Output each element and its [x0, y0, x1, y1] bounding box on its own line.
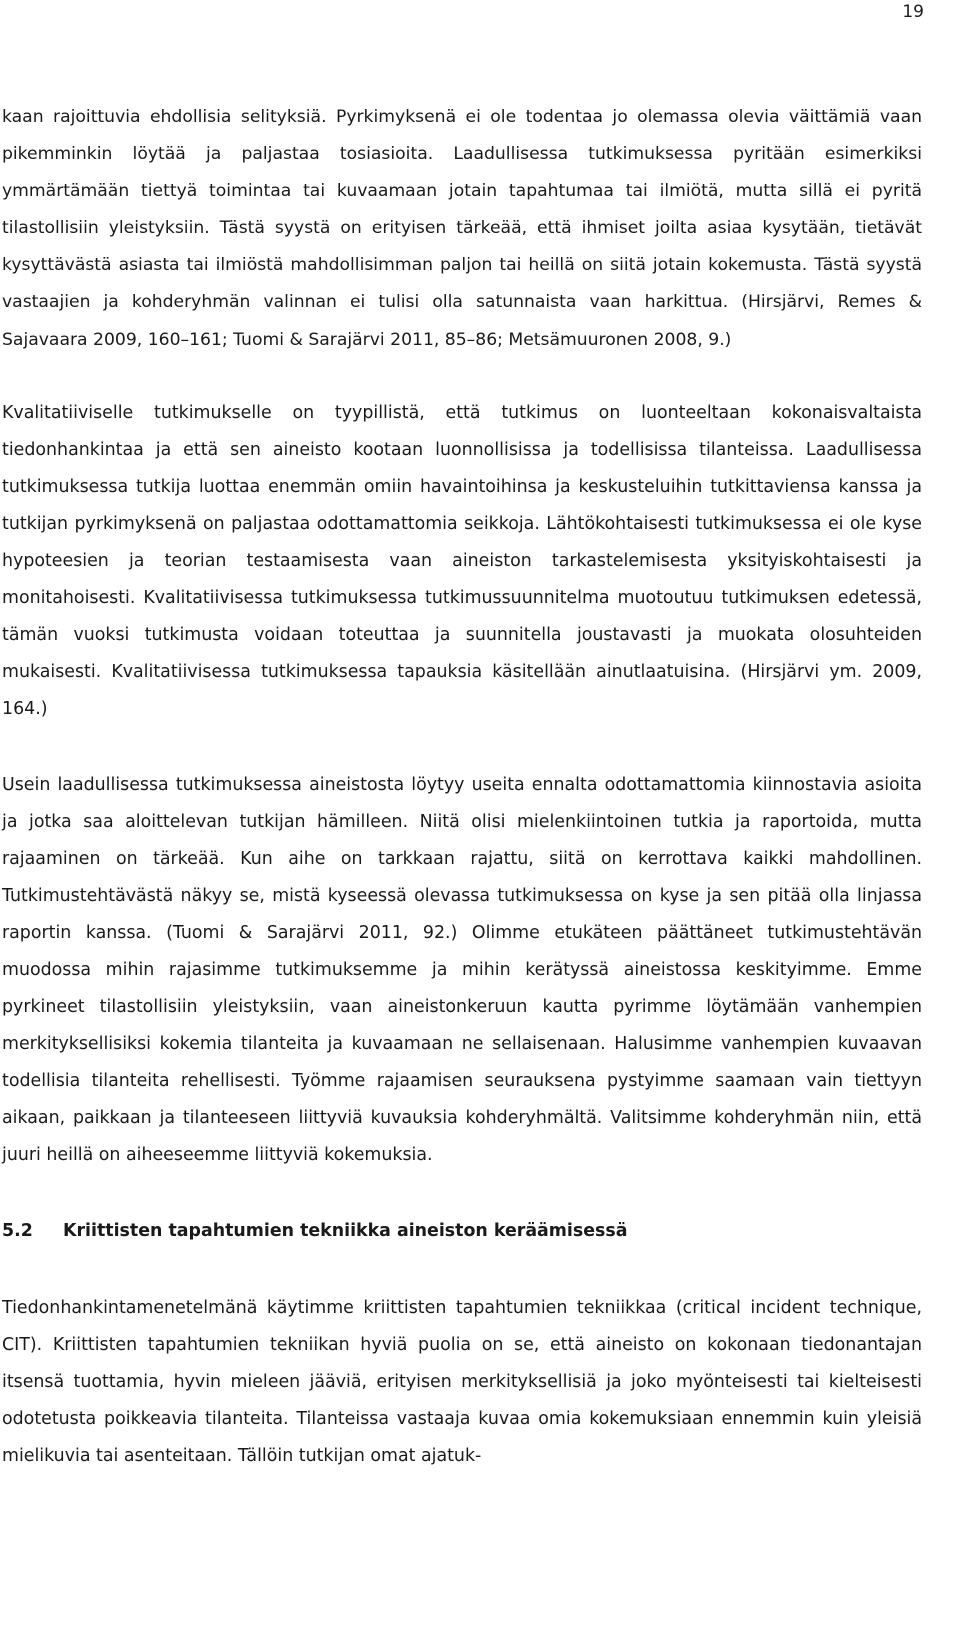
paragraph-1: kaan rajoittuvia ehdollisia selityksiä. Pyrkimyksenä ei ole todentaa jo olemassa olevia väittämiä vaan pikemminkin löytää ja paljastaa tosiasioita. Laadullisessa tutkimuksessa pyritään esimerkiksi ymmärtämään tiettyä toimintaa tai kuvaamaan jotain tapahtumaa tai ilmiötä, mutta sillä ei pyritä tilastollisiin yleistyksiin. Tästä syystä on erityisen tärkeää, että ihmiset joilta asiaa kysytään, tietävät kysyttävästä asiasta tai ilmiöstä mahdollisimman paljon tai heillä on siitä jotain kokemusta. Tästä syystä vastaajien ja kohderyhmän valinnan ei tulisi olla satunnaista vaan harkittua. (Hirsjärvi, Remes & Sajavaara 2009, 160–161; Tuomi & Sarajärvi 2011, 85–86; Metsämuuronen 2008, 9.)	[2, 107, 922, 350]
paragraph-2: Kvalitatiiviselle tutkimukselle on tyypillistä, että tutkimus on luonteeltaan kokonaisvaltaista tiedonhankintaa ja että sen aineisto kootaan luonnollisissa ja todellisissa tilanteissa. Laadullisessa tutkimuksessa tutkija luottaa enemmän omiin havaintoihinsa ja keskusteluihin tutkittaviensa kanssa ja tutkijan pyrkimyksenä on paljastaa odottamattomia seikkoja. Lähtökohtaisesti tutkimuksessa ei ole kyse hypoteesien ja teorian testaamisesta vaan aineiston tarkastelemisesta yksityiskohtaisesti ja monitahoisesti. Kvalitatiivisessa tutkimuksessa tutkimussuunnitelma muotoutuu tutkimuksen edetessä, tämän vuoksi tutkimusta voidaan toteuttaa ja suunnitella joustavasti ja muokata olosuhteiden mukaisesti. Kvalitatiivisessa tutkimuksessa tapauksia käsitellään ainutlaatuisina. (Hirsjärvi ym. 2009, 164.)	[2, 402, 922, 720]
document-body	[2, 99, 922, 1475]
paragraph-4: Tiedonhankintamenetelmänä käytimme kriittisten tapahtumien tekniikkaa (critical incident technique, CIT). Kriittisten tapahtumien tekniikan hyviä puolia on se, että aineisto on kokonaan tiedonantajan itsensä tuottamia, hyvin mieleen jääviä, erityisen merkityksellisiä ja joko myönteisesti tai kielteisesti odotetusta poikkeavia tilanteita. Tilanteissa vastaaja kuvaa omia kokemuksiaan ennemmin kuin yleisiä mielikuvia tai asenteitaan. Tällöin tutkijan omat ajatuk-	[2, 1297, 922, 1466]
section-number: 5.2	[2, 1220, 33, 1241]
page-number: 19	[902, 2, 924, 22]
section-heading	[2, 1213, 922, 1250]
paragraph-3: Usein laadullisessa tutkimuksessa aineistosta löytyy useita ennalta odottamattomia kiinnostavia asioita ja jotka saa aloittelevan tutkijan hämilleen. Niitä olisi mielenkiintoinen tutkia ja raportoida, mutta rajaaminen on tärkeää. Kun aihe on tarkkaan rajattu, siitä on kerrottava kaikki mahdollinen. Tutkimustehtävästä näkyy se, mistä kyseessä olevassa tutkimuksessa on kyse ja sen pitää olla linjassa raportin kanssa. (Tuomi & Sarajärvi 2011, 92.) Olimme etukäteen päättäneet tutkimustehtävän muodossa mihin rajasimme tutkimuksemme ja mihin kerätyssä aineistossa keskityimme. Emme pyrkineet tilastollisiin yleistyksiin, vaan aineistonkeruun kautta pyrimme löytämään vanhempien merkityksellisiksi kokemia tilanteita ja kuvaamaan ne sellaisenaan. Halusimme vanhempien kuvaavan todellisia tilanteita rehellisesti. Työmme rajaamisen seurauksena pystyimme saamaan vain tiettyyn aikaan, paikkaan ja tilanteeseen liittyviä kuvauksia kohderyhmältä. Valitsimme kohderyhmän niin, että juuri heillä on aiheeseemme liittyviä kokemuksia.	[2, 774, 922, 1166]
section-title: Kriittisten tapahtumien tekniikka aineiston keräämisessä	[63, 1220, 628, 1241]
